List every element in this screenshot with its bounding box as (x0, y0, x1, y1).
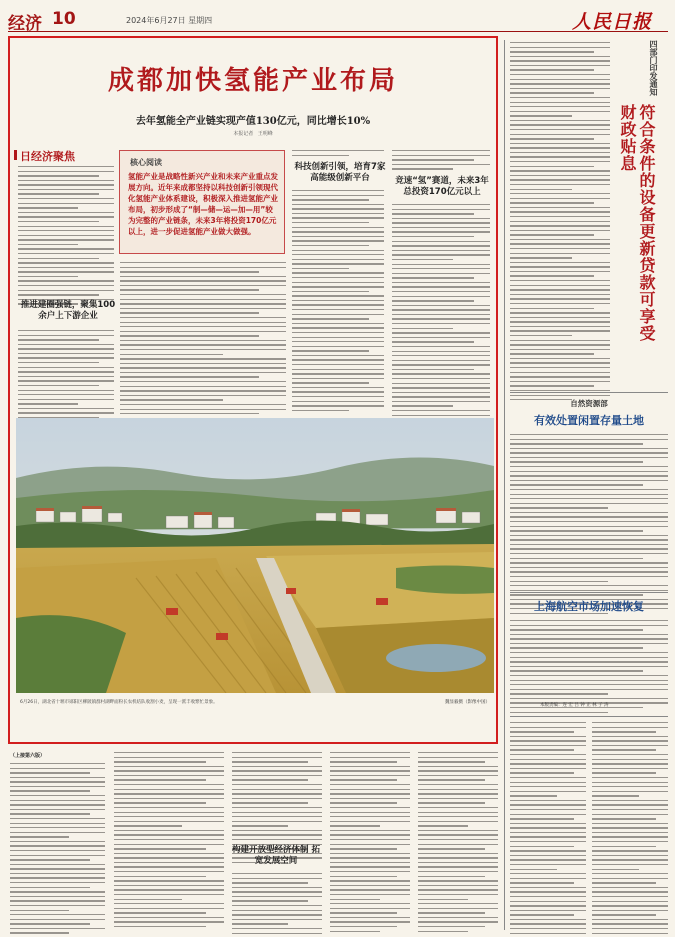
lead-body-col3a (292, 150, 384, 159)
subhead-supply-chain: 推进建圈强链，聚集100余户上下游企业 (20, 300, 116, 321)
photo-credit: 魏显毅摄（影像中国） (445, 700, 490, 705)
story2-vertical-title: 符合条件的设备更新贷款可享受财政贴息 (618, 104, 656, 342)
section-name: 经济 (8, 14, 42, 34)
page-number: 10 (52, 9, 76, 29)
photo-caption-text: 6月26日，湖北省十堰市郧阳区柳陂镇群村湖畔面粉长农机结队收割小麦，呈现一派丰收繁忙景象。 (20, 700, 218, 705)
continued-col3b (232, 873, 322, 937)
story4-headline: 上海航空市场加速恢复 (534, 600, 644, 613)
story5-body-b (592, 722, 668, 937)
story5-body-a (510, 722, 586, 937)
story3-body (510, 434, 668, 617)
story-divider-3 (510, 716, 668, 717)
issue-date: 2024年6月27日 星期四 (126, 16, 213, 25)
lead-byline: 本报记者 王明峰 (233, 131, 273, 137)
farmland-landscape-image (16, 418, 494, 693)
lead-headline: 成都加快氢能产业布局 (107, 66, 398, 96)
story-divider-2 (510, 592, 668, 593)
continued-col4 (330, 752, 410, 935)
story3-headline: 有效处置闲置存量土地 (534, 414, 644, 427)
column-kicker: 日经济聚焦 (20, 150, 75, 163)
subhead-open-economy: 构建开放型经济体制 拓宽发展空间 (232, 845, 320, 866)
page-header (8, 6, 668, 32)
continued-kicker: （上接第六版） (10, 753, 46, 759)
core-reading-text: 氢能产业是战略性新兴产业和未来产业重点发展方向。近年来成都坚持以科技创新引领现代化氢能产业体系建设，积极深入推进氢能产业布局，初步形成了“制—储—运—加—用”较为完整的产业链条，未来3年将投资170亿元以上，进一步促进氢能产业做大做强。 (128, 172, 278, 236)
lead-body-col3b (292, 190, 384, 414)
story2-body-a (510, 42, 610, 404)
story3-kicker: 自然资源部 (570, 399, 608, 408)
core-reading-title: 核心阅读 (130, 158, 162, 167)
lead-body-col1 (18, 166, 114, 308)
lead-body-col4a (392, 150, 490, 173)
core-reading-box (119, 150, 285, 254)
lead-body-col1b (18, 330, 114, 422)
continued-col5 (418, 752, 498, 935)
photo-caption (20, 699, 490, 705)
story2-kicker: 四部门印发通知 (649, 40, 658, 96)
lead-deck: 去年氢能全产业链实现产值130亿元，同比增长10% (135, 116, 371, 127)
subhead-investment: 竞速“氢”赛道，未来3年总投资170亿元以上 (395, 176, 489, 197)
lead-body-col4b (392, 204, 490, 433)
story-divider-1 (510, 392, 668, 393)
lead-body-col2 (120, 262, 286, 436)
continued-col1 (10, 752, 105, 937)
page-editors: 本版责编：连 宏 吕 钟 正 林 子 涛 (540, 703, 609, 708)
subhead-innovation: 科技创新引领，培育7家高能级创新平台 (294, 162, 386, 183)
newspaper-logo: 人民日报 (571, 11, 652, 33)
harvest-photo (16, 418, 494, 693)
continued-col2 (114, 752, 224, 931)
column-divider (504, 40, 505, 930)
lead-story-frame (8, 36, 498, 744)
